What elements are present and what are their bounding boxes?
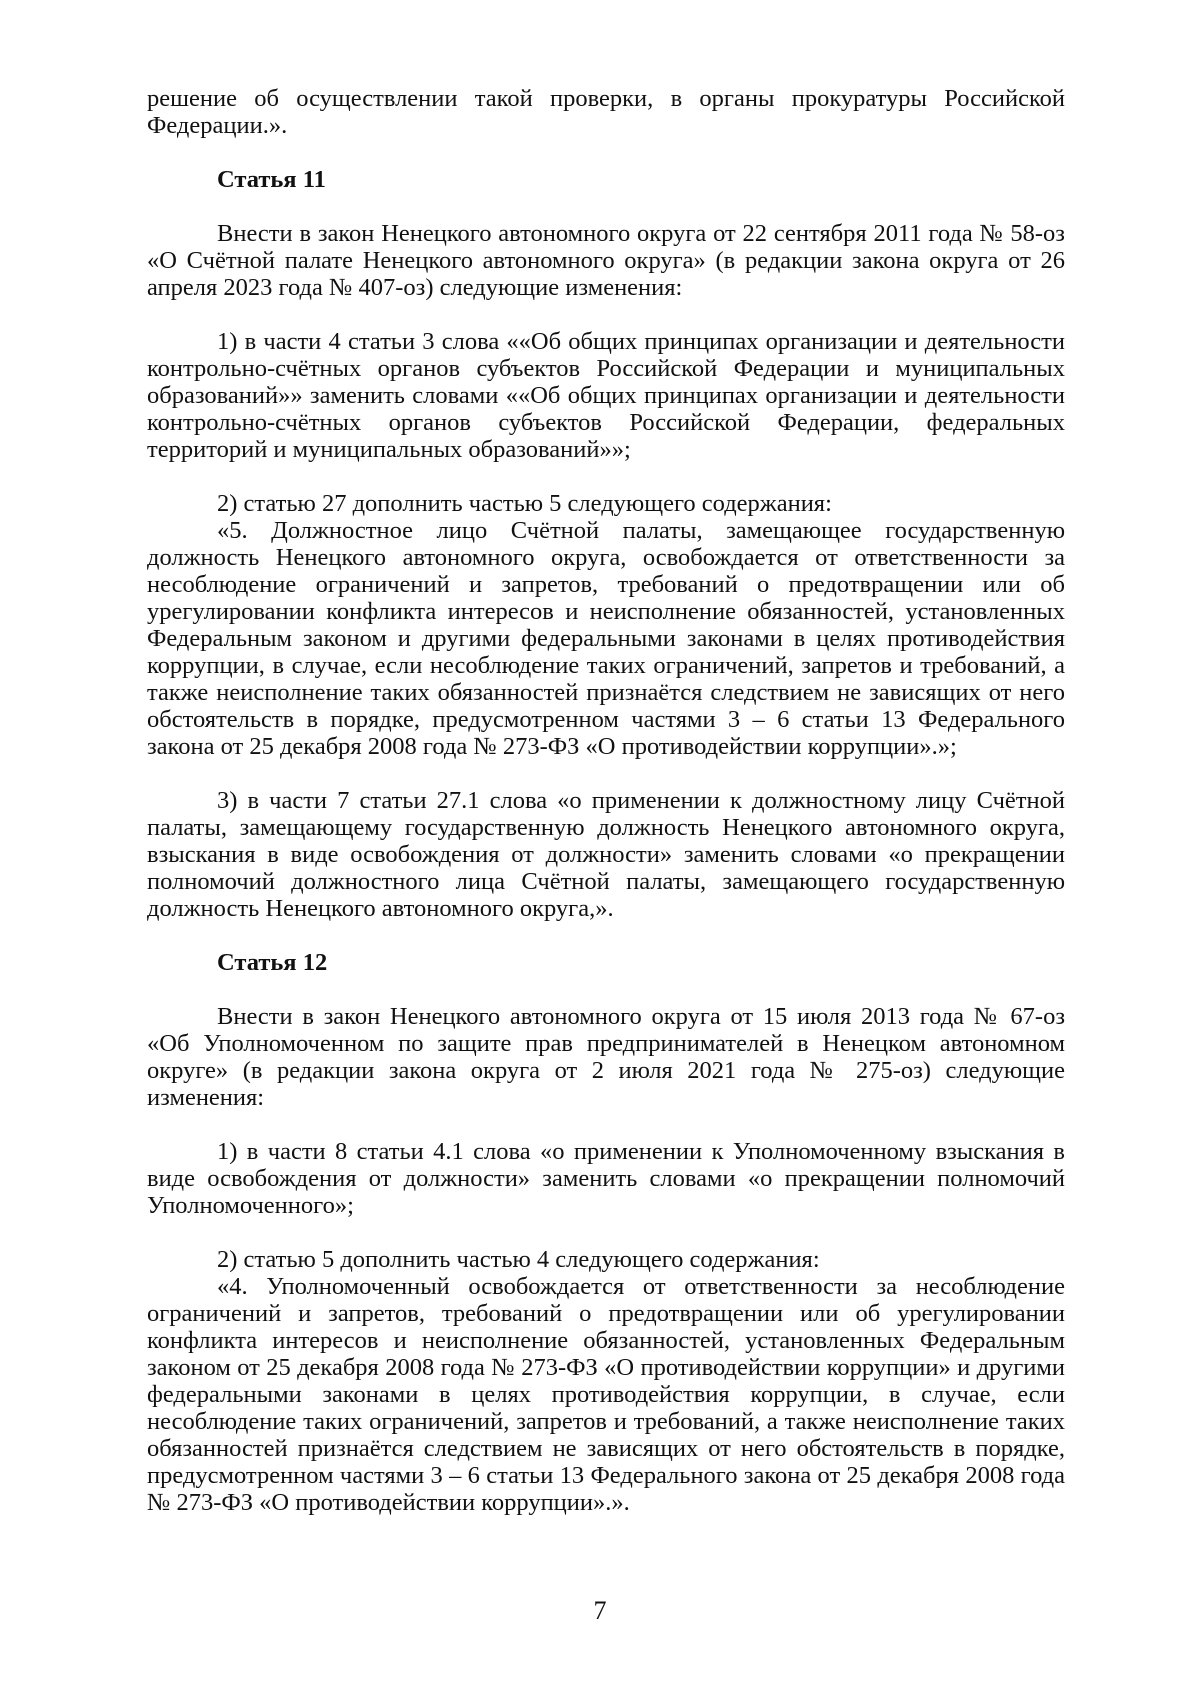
article-12-item-1: 1) в части 8 статьи 4.1 слова «о применении к Уполномоченному взыскания в виде освобождения от должности» заменить словами «о прекращении полномочий Уполномоченного»; bbox=[147, 1138, 1065, 1219]
article-12-lead: Внести в закон Ненецкого автономного округа от 15 июля 2013 года № 67-оз «Об Уполномоченном по защите прав предпринимателей в Ненецком автономном округе» (в редакции закона округа от 2 июля 2021 года № 275-оз) следующие изменения: bbox=[147, 1003, 1065, 1111]
article-11-item-2: 2) статью 27 дополнить частью 5 следующего содержания: bbox=[217, 490, 832, 517]
article-11-item-2-quote: «5. Должностное лицо Счётной палаты, замещающее государственную должность Ненецкого автономного округа, освобождается от ответственности за несоблюдение ограничений и запретов, требований о предотвращении или об урегулировании конфликта интересов и неисполнение обязанностей, установленных Федеральным законом и другими федеральными законами в целях противодействия коррупции, в случае, если несоблюдение таких ограничений, запретов и требований, а также неисполнение таких обязанностей признаётся следствием не зависящих от него обстоятельств в порядке, предусмотренном частями 3 – 6 статьи 13 Федерального закона от 25 декабря 2008 года № 273-ФЗ «О противодействии коррупции».»; bbox=[147, 517, 1065, 760]
article-11-heading: Статья 11 bbox=[217, 166, 326, 193]
document-body bbox=[147, 85, 1065, 1516]
intro-paragraph: решение об осуществлении такой проверки, в органы прокуратуры Российской Федерации.». bbox=[147, 85, 1065, 139]
page-number: 7 bbox=[593, 1596, 607, 1625]
article-12-item-2: 2) статью 5 дополнить частью 4 следующего содержания: bbox=[217, 1246, 820, 1273]
article-11-lead: Внести в закон Ненецкого автономного округа от 22 сентября 2011 года № 58-оз «О Счётной палате Ненецкого автономного округа» (в редакции закона округа от 26 апреля 2023 года № 407-оз) следующие изменения: bbox=[147, 220, 1065, 301]
article-11-item-3: 3) в части 7 статьи 27.1 слова «о применении к должностному лицу Счётной палаты, замещающему государственную должность Ненецкого автономного округа, взыскания в виде освобождения от должности» заменить словами «о прекращении полномочий должностного лица Счётной палаты, замещающего государственную должность Ненецкого автономного округа,». bbox=[147, 787, 1065, 922]
article-12-heading: Статья 12 bbox=[217, 949, 328, 976]
article-12-item-2-quote: «4. Уполномоченный освобождается от ответственности за несоблюдение ограничений и запретов, требований о предотвращении или об урегулировании конфликта интересов и неисполнение обязанностей, установленных Федеральным законом от 25 декабря 2008 года № 273-ФЗ «О противодействии коррупции» и другими федеральными законами в целях противодействия коррупции, в случае, если несоблюдение таких ограничений, запретов и требований, а также неисполнение таких обязанностей признаётся следствием не зависящих от него обстоятельств в порядке, предусмотренном частями 3 – 6 статьи 13 Федерального закона от 25 декабря 2008 года № 273-ФЗ «О противодействии коррупции».». bbox=[147, 1273, 1065, 1516]
article-11-item-1: 1) в части 4 статьи 3 слова ««Об общих принципах организации и деятельности контрольно-счётных органов субъектов Российской Федерации и муниципальных образований»» заменить словами ««Об общих принципах организации и деятельности контрольно-счётных органов субъектов Российской Федерации, федеральных территорий и муниципальных образований»»; bbox=[147, 328, 1065, 463]
